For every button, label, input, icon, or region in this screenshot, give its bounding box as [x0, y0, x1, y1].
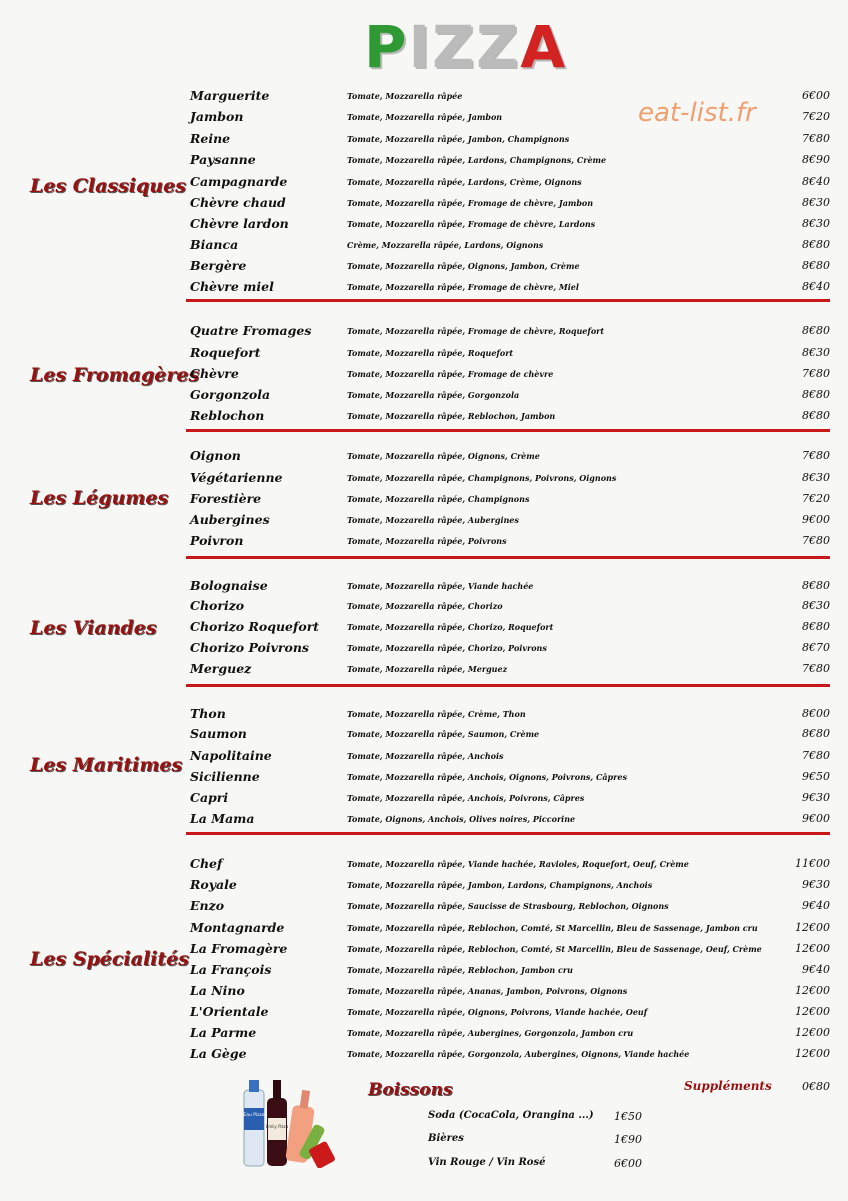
pizza-price: 8€80: [802, 727, 830, 740]
pizza-price: 8€80: [802, 620, 830, 633]
pizza-price: 7€80: [802, 534, 830, 547]
logo-letter-z1: Z: [432, 13, 477, 81]
pizza-ingredients: Tomate, Mozzarella râpée, Reblochon, Comté, St Marcellin, Bleu de Sassenage, Jambon cru: [347, 923, 758, 933]
pizza-name: Chèvre lardon: [190, 216, 289, 231]
menu-item: [0, 152, 848, 173]
menu-item: [0, 811, 848, 832]
logo-letter-i: I: [408, 13, 433, 81]
menu-item: [0, 726, 848, 747]
menu-item: [0, 1025, 848, 1046]
pizza-ingredients: Tomate, Mozzarella râpée, Aubergines: [347, 515, 519, 525]
pizza-ingredients: Tomate, Mozzarella râpée, Chorizo, Poivrons: [347, 643, 547, 653]
pizza-ingredients: Tomate, Mozzarella râpée, Anchois, Poivrons, Câpres: [347, 793, 585, 803]
pizza-ingredients: Tomate, Mozzarella râpée, Fromage de chèvre, Jambon: [347, 198, 594, 208]
pizza-price: 7€80: [802, 367, 830, 380]
menu-item: [0, 533, 848, 554]
pizza-name: Reblochon: [190, 408, 265, 423]
pizza-price: 8€40: [802, 280, 830, 293]
drink-price: 1€50: [614, 1110, 642, 1123]
pizza-ingredients: Tomate, Mozzarella râpée, Anchois: [347, 751, 504, 761]
pizza-ingredients: Tomate, Mozzarella râpée, Chorizo: [347, 601, 503, 611]
pizza-price: 9€40: [802, 899, 830, 912]
pizza-name: Gorgonzola: [190, 387, 271, 402]
pizza-price: 7€80: [802, 132, 830, 145]
menu-item: [0, 491, 848, 512]
supplements-label: Suppléments: [684, 1079, 772, 1093]
pizza-name: Napolitaine: [190, 748, 272, 763]
pizza-ingredients: Tomate, Mozzarella râpée, Aubergines, Gorgonzola, Jambon cru: [347, 1028, 634, 1038]
supplements-price: 0€80: [802, 1080, 830, 1093]
pizza-ingredients: Tomate, Mozzarella râpée, Jambon, Lardons, Champignons, Anchois: [347, 880, 653, 890]
menu-item: [0, 109, 848, 130]
pizza-ingredients: Tomate, Mozzarella râpée, Fromage de chèvre, Miel: [347, 282, 579, 292]
pizza-price: 12€00: [795, 1026, 830, 1039]
section-title: Les Fromagères: [30, 364, 200, 386]
pizza-ingredients: Tomate, Mozzarella râpée, Gorgonzola, Aubergines, Oignons, Viande hachée: [347, 1049, 690, 1059]
pizza-price: 12€00: [795, 1047, 830, 1060]
pizza-price: 12€00: [795, 1005, 830, 1018]
pizza-name: Végétarienne: [190, 470, 283, 485]
pizza-ingredients: Tomate, Mozzarella râpée, Champignons: [347, 494, 530, 504]
pizza-name: Campagnarde: [190, 174, 288, 189]
pizza-ingredients: Tomate, Mozzarella râpée, Fromage de chèvre, Lardons: [347, 219, 596, 229]
menu-item: [0, 962, 848, 983]
section-divider: [186, 299, 830, 302]
section-divider: [186, 684, 830, 687]
pizza-price: 12€00: [795, 921, 830, 934]
menu-item: [0, 983, 848, 1004]
menu-item: [0, 448, 848, 469]
pizza-name: Chorizo Poivrons: [190, 640, 309, 655]
pizza-name: Reine: [190, 131, 231, 146]
bottles-illustration: [240, 1076, 350, 1168]
pizza-ingredients: Tomate, Mozzarella râpée, Fromage de chèvre: [347, 369, 554, 379]
pizza-price: 8€80: [802, 259, 830, 272]
pizza-price: 8€30: [802, 217, 830, 230]
water-bottle-label-1: Eau Pizza: [243, 1113, 265, 1118]
pizza-price: 8€70: [802, 641, 830, 654]
pizza-price: 7€80: [802, 749, 830, 762]
pizza-ingredients: Tomate, Mozzarella râpée, Reblochon, Jambon: [347, 411, 556, 421]
pizza-name: Forestière: [190, 491, 262, 506]
pizza-name: La François: [190, 962, 272, 977]
menu-item: [0, 598, 848, 619]
pizza-ingredients: Tomate, Mozzarella râpée, Oignons, Poivrons, Viande hachée, Oeuf: [347, 1007, 648, 1017]
menu-item: [0, 88, 848, 109]
menu-item: [0, 578, 848, 599]
pizza-price: 7€80: [802, 449, 830, 462]
pizza-ingredients: Tomate, Mozzarella râpée, Chorizo, Roquefort: [347, 622, 554, 632]
menu-item: [0, 512, 848, 533]
pizza-price: 12€00: [795, 984, 830, 997]
drink-name: Bières: [428, 1133, 464, 1144]
menu-item: [0, 131, 848, 152]
menu-item: [0, 619, 848, 640]
pizza-name: La Gège: [190, 1046, 247, 1061]
menu-item: [0, 856, 848, 877]
pizza-price: 9€00: [802, 812, 830, 825]
pizza-price: 8€80: [802, 238, 830, 251]
menu-item: [0, 706, 848, 727]
section-divider: [186, 556, 830, 559]
pizza-ingredients: Tomate, Mozzarella râpée, Gorgonzola: [347, 390, 520, 400]
pizza-ingredients: Tomate, Mozzarella râpée, Ananas, Jambon, Poivrons, Oignons: [347, 986, 628, 996]
pizza-name: Paysanne: [190, 152, 256, 167]
section-title: Les Maritimes: [30, 754, 183, 776]
drinks-title: Boissons: [368, 1080, 453, 1100]
pizza-ingredients: Tomate, Mozzarella râpée, Champignons, Poivrons, Oignons: [347, 473, 617, 483]
pizza-price: 8€80: [802, 388, 830, 401]
pizza-price: 12€00: [795, 942, 830, 955]
pizza-ingredients: Tomate, Mozzarella râpée, Saucisse de Strasbourg, Reblochon, Oignons: [347, 901, 669, 911]
pizza-ingredients: Tomate, Mozzarella râpée: [347, 91, 463, 101]
pizza-ingredients: Tomate, Mozzarella râpée, Fromage de chèvre, Roquefort: [347, 326, 605, 336]
water-bottle-icon: [243, 1080, 264, 1166]
pizza-ingredients: Tomate, Mozzarella râpée, Lardons, Crème, Oignons: [347, 177, 582, 187]
watermark: eat-list.fr: [638, 98, 756, 128]
menu-item: [0, 408, 848, 429]
menu-item: [0, 258, 848, 279]
menu-item: [0, 174, 848, 195]
pizza-name: Chorizo: [190, 598, 245, 613]
pizza-name: Chèvre miel: [190, 279, 274, 294]
pizza-price: 8€30: [802, 471, 830, 484]
menu-item: [0, 470, 848, 491]
pizza-name: Bolognaise: [190, 578, 268, 593]
pizza-ingredients: Tomate, Mozzarella râpée, Jambon, Champignons: [347, 134, 570, 144]
drink-item: [0, 1133, 848, 1153]
pizza-ingredients: Tomate, Mozzarella râpée, Anchois, Oignons, Poivrons, Câpres: [347, 772, 627, 782]
pizza-ingredients: Tomate, Mozzarella râpée, Lardons, Champignons, Crème: [347, 155, 607, 165]
pizza-name: Aubergines: [190, 512, 270, 527]
section-divider: [186, 429, 830, 432]
pizza-name: Marguerite: [190, 88, 270, 103]
menu-item: [0, 387, 848, 408]
pizza-name: La Nino: [190, 983, 245, 998]
section-title: Les Légumes: [30, 487, 169, 509]
pizza-ingredients: Tomate, Mozzarella râpée, Jambon: [347, 112, 503, 122]
pizza-price: 8€80: [802, 409, 830, 422]
section-title: Les Viandes: [30, 617, 157, 639]
pizza-name: La Mama: [190, 811, 255, 826]
pizza-name: Quatre Fromages: [190, 323, 312, 338]
pizza-name: Bergère: [190, 258, 247, 273]
pizza-ingredients: Tomate, Mozzarella râpée, Reblochon, Jambon cru: [347, 965, 573, 975]
pizza-name: Jambon: [190, 109, 244, 124]
wine-bottle-label: Emily Pizza: [265, 1124, 289, 1129]
pizza-name: La Parme: [190, 1025, 257, 1040]
pizza-name: Capri: [190, 790, 229, 805]
drink-item: [0, 1157, 848, 1177]
pizza-name: Chèvre chaud: [190, 195, 286, 210]
pizza-ingredients: Tomate, Mozzarella râpée, Oignons, Crème: [347, 451, 540, 461]
pizza-price: 8€30: [802, 346, 830, 359]
pizza-name: Chef: [190, 856, 223, 871]
pizza-price: 7€20: [802, 492, 830, 505]
drink-price: 6€00: [614, 1157, 642, 1170]
pizza-name: Roquefort: [190, 345, 261, 360]
pizza-ingredients: Tomate, Mozzarella râpée, Viande hachée: [347, 581, 534, 591]
menu-item: [0, 195, 848, 216]
drink-price: 1€90: [614, 1133, 642, 1146]
pizza-ingredients: Tomate, Mozzarella râpée, Poivrons: [347, 536, 507, 546]
pizza-price: 9€00: [802, 513, 830, 526]
pizza-ingredients: Tomate, Mozzarella râpée, Saumon, Crème: [347, 729, 540, 739]
pizza-price: 7€20: [802, 110, 830, 123]
pizza-price: 8€80: [802, 579, 830, 592]
pizza-name: Thon: [190, 706, 226, 721]
menu-item: [0, 898, 848, 919]
pizza-ingredients: Tomate, Mozzarella râpée, Viande hachée, Ravioles, Roquefort, Oeuf, Crème: [347, 859, 689, 869]
section-divider: [186, 832, 830, 835]
drink-name: Vin Rouge / Vin Rosé: [428, 1157, 546, 1168]
pizza-name: Montagnarde: [190, 920, 285, 935]
menu-item: [0, 1046, 848, 1067]
pizza-name: Oignon: [190, 448, 241, 463]
pizza-name: Chèvre: [190, 366, 239, 381]
logo-letter-a: A: [520, 13, 568, 81]
menu-item: [0, 345, 848, 366]
menu-item: [0, 366, 848, 387]
menu-item: [0, 640, 848, 661]
menu-item: [0, 323, 848, 344]
pizza-name: Saumon: [190, 726, 247, 741]
pizza-name: Enzo: [190, 898, 225, 913]
menu-item: [0, 877, 848, 898]
drink-item: [0, 1110, 848, 1130]
pizza-price: 8€30: [802, 196, 830, 209]
pizza-price: 9€30: [802, 791, 830, 804]
section-title: Les Classiques: [30, 175, 186, 197]
section-title: Les Spécialités: [30, 948, 189, 970]
menu-item: [0, 941, 848, 962]
menu-item: [0, 748, 848, 769]
pizza-ingredients: Tomate, Mozzarella râpée, Crème, Thon: [347, 709, 526, 719]
pizza-ingredients: Tomate, Mozzarella râpée, Reblochon, Comté, St Marcellin, Bleu de Sassenage, Oeuf, Crème: [347, 944, 762, 954]
wine-bottle-icon: [266, 1080, 289, 1166]
pizza-price: 8€40: [802, 175, 830, 188]
pizza-name: Chorizo Roquefort: [190, 619, 320, 634]
menu-item: [0, 1004, 848, 1025]
menu-item: [0, 920, 848, 941]
drink-name: Soda (CocaCola, Orangina ...): [428, 1110, 594, 1121]
pizza-price: 9€30: [802, 878, 830, 891]
pizza-price: 8€00: [802, 707, 830, 720]
pizza-ingredients: Tomate, Oignons, Anchois, Olives noires, Piccorine: [347, 814, 576, 824]
pizza-price: 11€00: [795, 857, 830, 870]
pizza-price: 8€30: [802, 599, 830, 612]
pizza-ingredients: Crème, Mozzarella râpée, Lardons, Oignons: [347, 240, 544, 250]
pizza-ingredients: Tomate, Mozzarella râpée, Roquefort: [347, 348, 514, 358]
pizza-price: 7€80: [802, 662, 830, 675]
menu-item: [0, 790, 848, 811]
pizza-name: Royale: [190, 877, 237, 892]
pizza-name: Sicilienne: [190, 769, 260, 784]
pizza-name: Merguez: [190, 661, 252, 676]
pizza-ingredients: Tomate, Mozzarella râpée, Merguez: [347, 664, 508, 674]
menu-item: [0, 216, 848, 237]
pizza-name: Poivron: [190, 533, 244, 548]
pizza-price: 8€90: [802, 153, 830, 166]
pizza-price: 6€00: [802, 89, 830, 102]
pizza-name: La Fromagère: [190, 941, 288, 956]
logo-letter-z2: Z: [476, 13, 521, 81]
menu-item: [0, 237, 848, 258]
menu-item: [0, 769, 848, 790]
menu-item: [0, 661, 848, 682]
pizza-name: Bianca: [190, 237, 239, 252]
pizza-price: 9€50: [802, 770, 830, 783]
menu-item: [0, 279, 848, 300]
logo-letter-p: P: [364, 13, 409, 81]
pizza-name: L'Orientale: [190, 1004, 269, 1019]
pizza-ingredients: Tomate, Mozzarella râpée, Oignons, Jambon, Crème: [347, 261, 580, 271]
pizza-logo: [364, 13, 568, 81]
pizza-price: 8€80: [802, 324, 830, 337]
pizza-price: 9€40: [802, 963, 830, 976]
